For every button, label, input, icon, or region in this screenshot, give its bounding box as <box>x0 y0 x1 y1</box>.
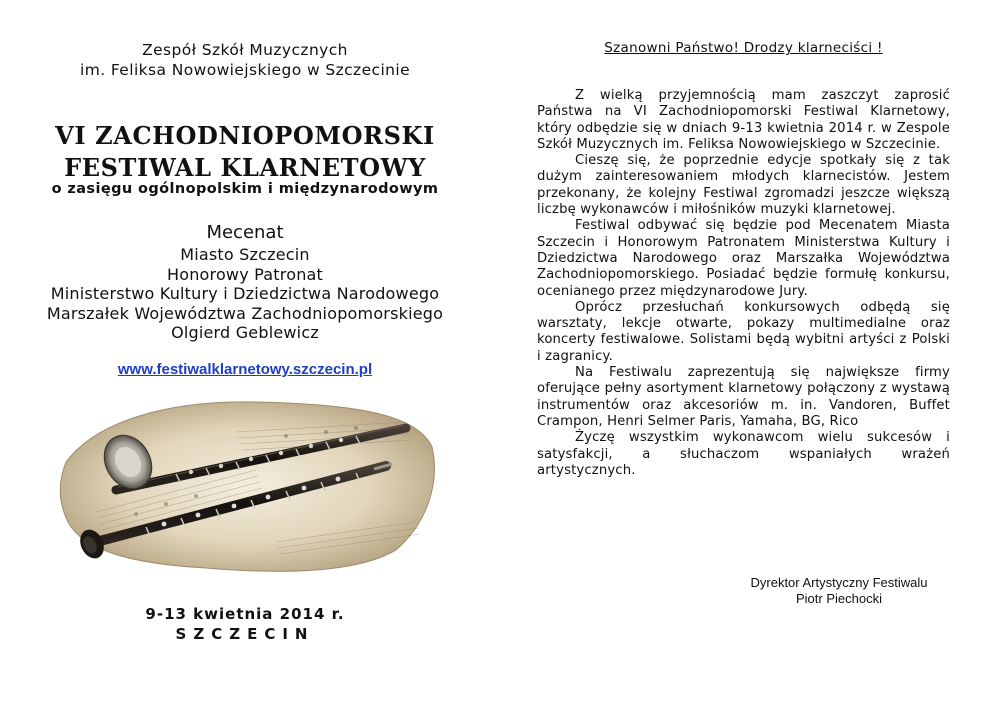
festival-title-line-2: FESTIWAL KLARNETOWY <box>64 153 426 182</box>
signature-name: Piotr Piechocki <box>796 591 882 606</box>
mecenat-heading: Mecenat <box>206 222 284 243</box>
letter-paragraph: Z wielką przyjemnością mam zaszczyt zaprosić Państwa na VI Zachodniopomorski Festiwal Klarnetowy, który odbędzie się w dniach 9-13 kwietnia 2014 r. w Zespole Szkół Muzycznych im. Feliksa Nowowiejskiego w Szczecinie. <box>537 88 950 152</box>
letter-greeting: Szanowni Państwo! Drodzy klarneciści ! <box>604 40 883 56</box>
letter-paragraph: Życzę wszystkim wykonawcom wielu sukcesów i satysfakcji, a słuchaczom wspaniałych wrażeń artystycznych. <box>537 430 950 478</box>
festival-date: 9-13 kwietnia 2014 r. <box>145 605 345 623</box>
letter-body <box>537 88 950 479</box>
clarinets-on-sheet-music-image <box>56 392 438 576</box>
festival-subtitle: o zasięgu ogólnopolskim i międzynarodowym <box>51 181 439 197</box>
signature <box>715 575 963 607</box>
patron-line: Olgierd Geblewicz <box>171 323 319 343</box>
patron-line: Ministerstwo Kultury i Dziedzictwa Narodowego <box>50 284 440 304</box>
festival-city: SZCZECIN <box>175 625 315 643</box>
school-line-2: im. Feliksa Nowowiejskiego w Szczecinie <box>79 61 411 79</box>
patron-list <box>0 245 490 343</box>
letter-paragraph: Cieszę się, że poprzednie edycje spotkały się z tak dużym zainteresowaniem młodych klarnecistów. Jestem przekonany, że kolejny Festiwal zgromadzi jeszcze większą liczbę wykonawców i miłośników muzyki klarnetowej. <box>537 153 950 218</box>
signature-role: Dyrektor Artystyczny Festiwalu <box>750 575 928 590</box>
patron-line: Miasto Szczecin <box>180 245 310 264</box>
festival-title <box>0 120 490 184</box>
school-name <box>0 40 490 80</box>
letter-paragraph: Oprócz przesłuchań konkursowych odbędą się warsztaty, lekcje otwarte, pokazy multimedialne oraz koncerty festiwalowe. Solistami będą wybitni artyści z Polski i zagranicy. <box>537 299 950 364</box>
website-link[interactable]: www.festiwalklarnetowy.szczecin.pl <box>117 361 373 378</box>
school-line-1: Zespół Szkół Muzycznych <box>142 41 348 59</box>
letter-paragraph: Na Festiwalu zaprezentują się największe firmy oferujące pełny asortyment klarnetowy połączony z wystawą instrumentów oraz akcesoriów m. in. Vandoren, Buffet Crampon, Henri Selmer Paris, Yamaha, BG, Rico <box>537 365 950 429</box>
festival-title-line-1: VI ZACHODNIOPOMORSKI <box>55 121 435 150</box>
patron-line: Marszałek Województwa Zachodniopomorskiego <box>46 303 444 323</box>
patron-line: Honorowy Patronat <box>166 264 324 284</box>
letter-paragraph: Festiwal odbywać się będzie pod Mecenatem Miasta Szczecin i Honorowym Patronatem Ministerstwa Kultury i Dziedzictwa Narodowego oraz Marszałka Województwa Zachodniopomorskiego. Posiadać będzie formułę konkursu, ocenianego przez międzynarodowe Jury. <box>537 218 950 299</box>
